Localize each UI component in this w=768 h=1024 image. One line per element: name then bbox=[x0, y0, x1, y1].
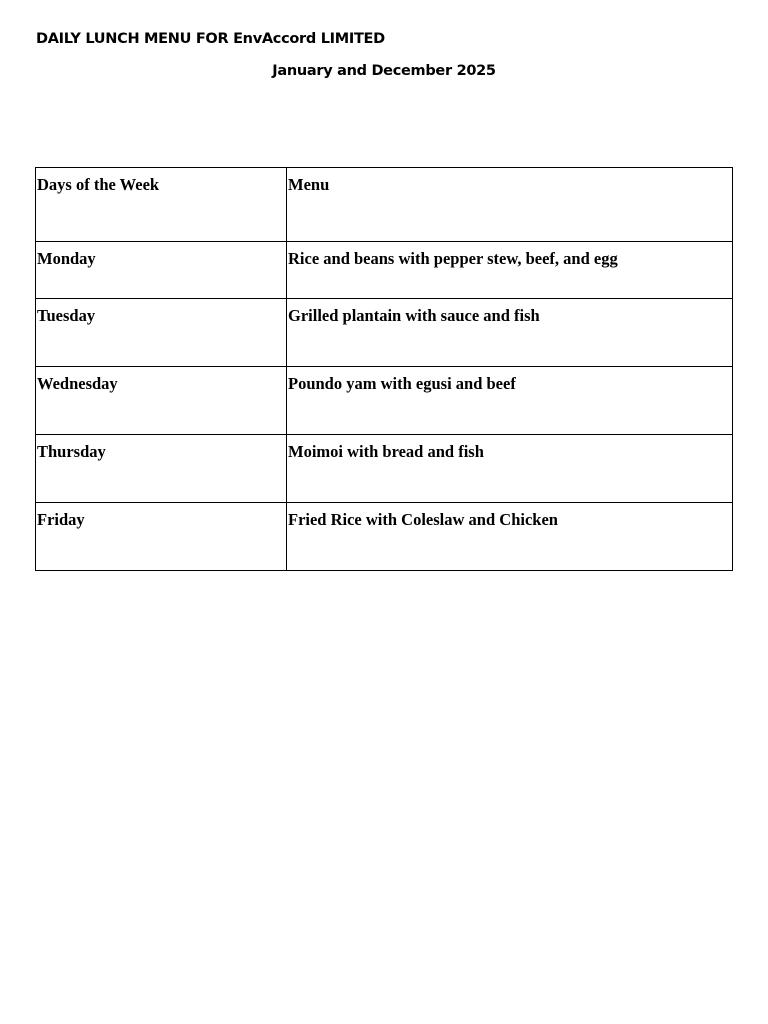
menu-cell: Moimoi with bread and fish bbox=[287, 435, 733, 503]
day-cell: Thursday bbox=[36, 435, 287, 503]
day-cell: Friday bbox=[36, 503, 287, 571]
menu-cell: Fried Rice with Coleslaw and Chicken bbox=[287, 503, 733, 571]
table-row bbox=[36, 435, 733, 503]
table-header-row bbox=[36, 168, 733, 242]
menu-cell: Grilled plantain with sauce and fish bbox=[287, 299, 733, 367]
document-subtitle-wrapper bbox=[0, 63, 768, 79]
day-cell: Tuesday bbox=[36, 299, 287, 367]
lunch-menu-table bbox=[35, 167, 733, 571]
table-row bbox=[36, 299, 733, 367]
header-menu-cell: Menu bbox=[287, 168, 733, 242]
day-cell: Monday bbox=[36, 242, 287, 299]
menu-cell: Poundo yam with egusi and beef bbox=[287, 367, 733, 435]
table-row bbox=[36, 367, 733, 435]
day-cell: Wednesday bbox=[36, 367, 287, 435]
menu-cell: Rice and beans with pepper stew, beef, and egg bbox=[287, 242, 733, 299]
header-day-cell: Days of the Week bbox=[36, 168, 287, 242]
table-row bbox=[36, 242, 733, 299]
document-title: DAILY LUNCH MENU FOR EnvAccord LIMITED bbox=[36, 31, 385, 47]
table-row bbox=[36, 503, 733, 571]
document-subtitle: January and December 2025 bbox=[272, 63, 496, 79]
